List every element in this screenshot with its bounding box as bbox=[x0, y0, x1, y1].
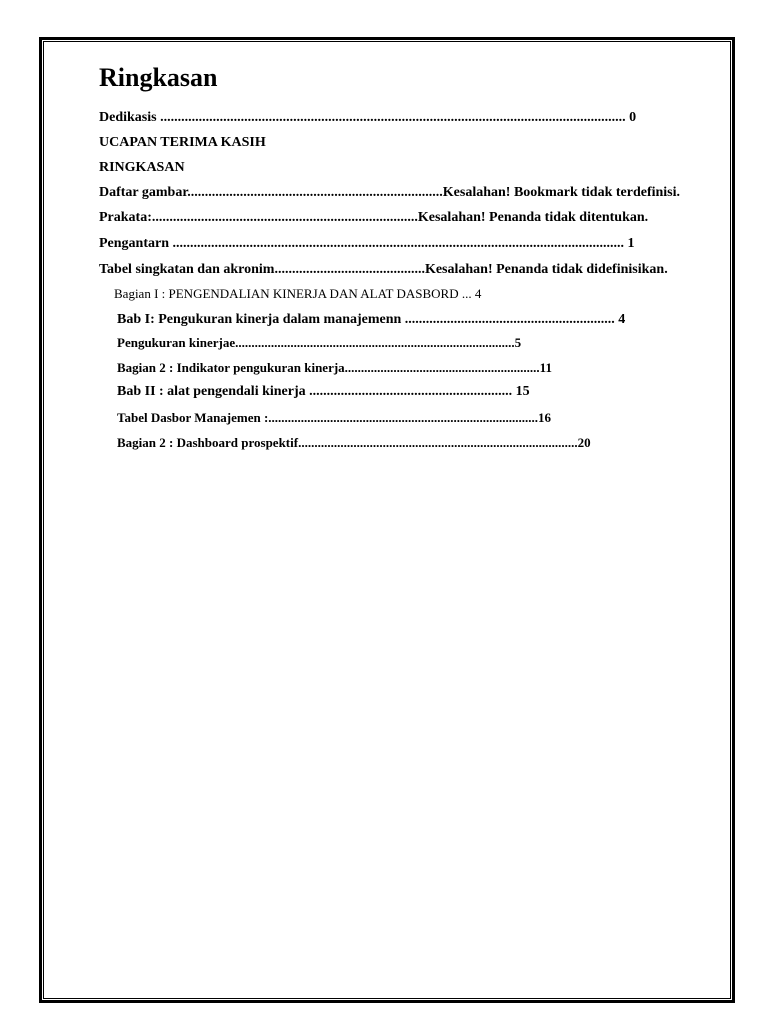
toc-entry-text: Tabel singkatan dan akronim...........................................Kesalahan! Penanda tidak didefinisikan. bbox=[99, 262, 668, 277]
toc-entry-text: Pengukuran kinerjae......................................................................................5 bbox=[117, 335, 522, 350]
toc-entry-text: Prakata:............................................................................Kesalahan! Penanda tidak ditentukan. bbox=[99, 210, 649, 225]
toc-entry-ucapan-terima-kasih[interactable] bbox=[99, 134, 266, 152]
toc-entry-daftar-gambar[interactable] bbox=[99, 184, 680, 202]
toc-entry-bagian-1[interactable] bbox=[114, 285, 481, 303]
toc-entry-dedikasis[interactable] bbox=[99, 109, 636, 127]
toc-entry-text: Pengantarn ................................................................................................................................. 1 bbox=[99, 236, 635, 251]
toc-entry-ringkasan[interactable] bbox=[99, 159, 185, 177]
toc-entry-pengantarn[interactable] bbox=[99, 235, 635, 253]
toc-entry-text: Bagian 2 : Dashboard prospektif......................................................................................20 bbox=[117, 435, 591, 450]
toc-entry-prakata[interactable] bbox=[99, 209, 648, 227]
toc-entry-text: Tabel Dasbor Manajemen :...................................................................................16 bbox=[117, 410, 552, 425]
toc-entry-text: Dedikasis ..................................................................................................................................... 0 bbox=[99, 110, 637, 125]
toc-entry-text: UCAPAN TERIMA KASIH bbox=[99, 135, 266, 150]
toc-entry-text: Daftar gambar.........................................................................Kesalahan! Bookmark tidak terdefinisi. bbox=[99, 185, 681, 200]
toc-entry-tabel-dasbor[interactable] bbox=[117, 409, 551, 427]
toc-entry-text: Bab II : alat pengendali kinerja .......................................................... 15 bbox=[117, 384, 530, 399]
toc-entry-bagian-2-indikator[interactable] bbox=[117, 359, 552, 377]
toc-entry-tabel-singkatan[interactable] bbox=[99, 261, 668, 279]
document-title: Ringkasan bbox=[99, 63, 218, 92]
toc-entry-text: RINGKASAN bbox=[99, 160, 185, 175]
toc-entry-text: Bagian 2 : Indikator pengukuran kinerja............................................................11 bbox=[117, 360, 552, 375]
toc-entry-bagian-2-dashboard[interactable] bbox=[117, 434, 591, 452]
toc-entry-text: Bab I: Pengukuran kinerja dalam manajemenn ............................................................ 4 bbox=[117, 312, 626, 327]
toc-entry-bab-2[interactable] bbox=[117, 383, 530, 401]
toc-entry-pengukuran-kinerjae[interactable] bbox=[117, 334, 521, 352]
toc-entry-text: Bagian I : PENGENDALIAN KINERJA DAN ALAT DASBORD ... 4 bbox=[114, 286, 482, 301]
toc-entry-bab-1[interactable] bbox=[117, 311, 625, 329]
